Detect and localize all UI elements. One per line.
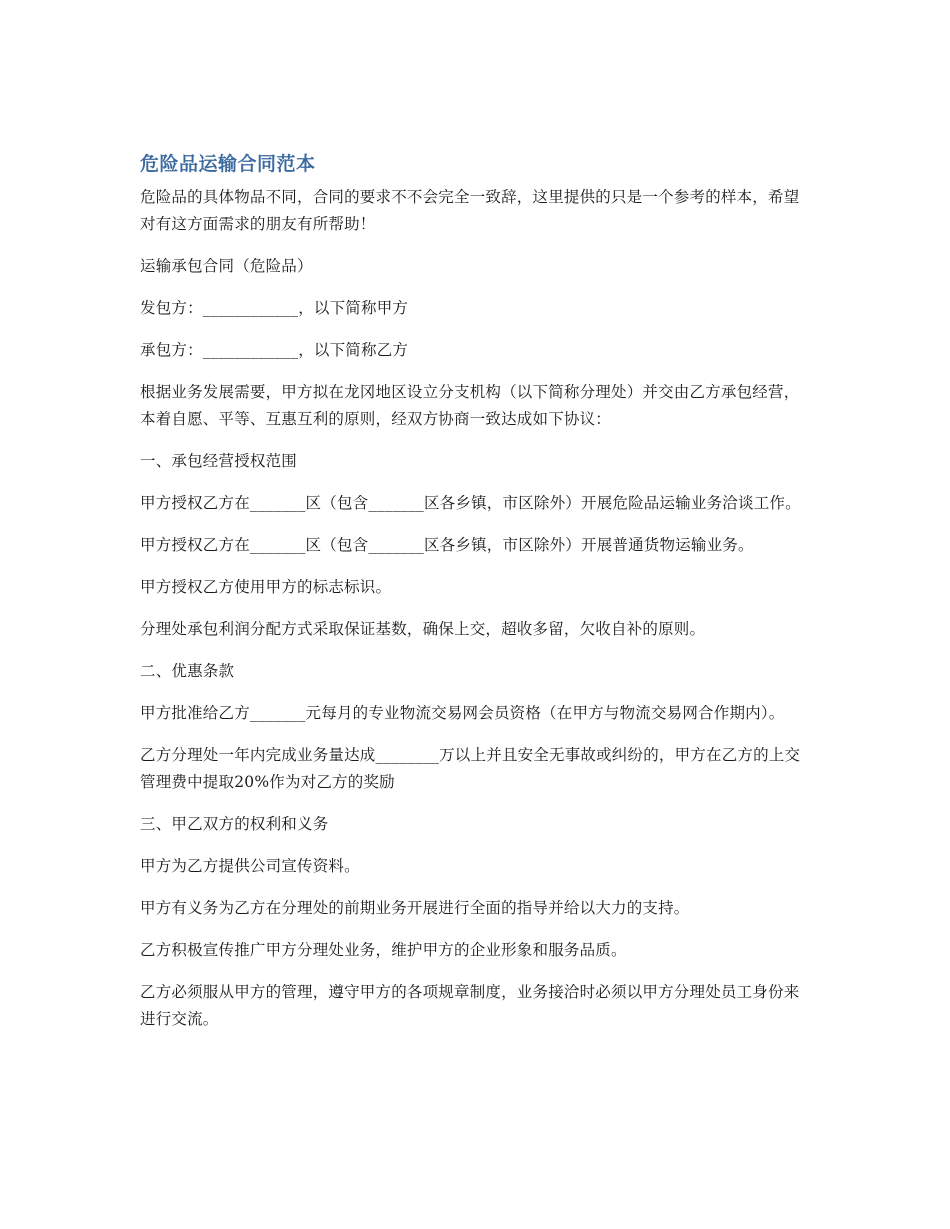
clause-3-3: 乙方积极宣传推广甲方分理处业务，维护甲方的企业形象和服务品质。 <box>140 941 627 959</box>
intro-paragraph: 危险品的具体物品不同，合同的要求不不会完全一致辞，这里提供的只是一个参考的样本，希望对有这方面需求的朋友有所帮助！ <box>140 188 800 233</box>
clause-3-4: 乙方必须服从甲方的管理，遵守甲方的各项规章制度，业务接洽时必须以甲方分理处员工身份来进行交流。 <box>140 983 800 1028</box>
clause-1-1: 甲方授权乙方在_______区（包含_______区各乡镇，市区除外）开展危险品运输业务洽谈工作。 <box>140 494 801 512</box>
section-heading-2: 二、优惠条款 <box>140 662 235 680</box>
document-page <box>140 150 810 1048</box>
clause-3-2: 甲方有义务为乙方在分理处的前期业务开展进行全面的指导并给以大力的支持。 <box>140 899 690 917</box>
document-title: 危险品运输合同范本 <box>140 153 316 175</box>
clause-2-2: 乙方分理处一年内完成业务量达成________万以上并且安全无事故或纠纷的，甲方在乙方的上交管理费中提取20%作为对乙方的奖励 <box>140 746 801 791</box>
clause-2-1: 甲方批准给乙方_______元每月的专业物流交易网会员资格（在甲方与物流交易网合作期内）。 <box>140 704 785 722</box>
preamble-paragraph: 根据业务发展需要，甲方拟在龙冈地区设立分支机构（以下简称分理处）并交由乙方承包经营，本着自愿、平等、互惠互利的原则，经双方协商一致达成如下协议： <box>140 383 800 428</box>
section-heading-3: 三、甲乙双方的权利和义务 <box>140 815 329 833</box>
clause-1-3: 甲方授权乙方使用甲方的标志标识。 <box>140 578 392 596</box>
contract-heading: 运输承包合同（危险品） <box>140 257 313 275</box>
section-heading-1: 一、承包经营授权范围 <box>140 452 298 470</box>
clause-1-2: 甲方授权乙方在_______区（包含_______区各乡镇，市区除外）开展普通货物运输业务。 <box>140 536 754 554</box>
clause-1-4: 分理处承包利润分配方式采取保证基数，确保上交，超收多留，欠收自补的原则。 <box>140 620 706 638</box>
party-b-line: 承包方：____________，以下简称乙方 <box>140 341 409 359</box>
clause-3-1: 甲方为乙方提供公司宣传资料。 <box>140 857 360 875</box>
party-a-line: 发包方：____________，以下简称甲方 <box>140 299 409 317</box>
